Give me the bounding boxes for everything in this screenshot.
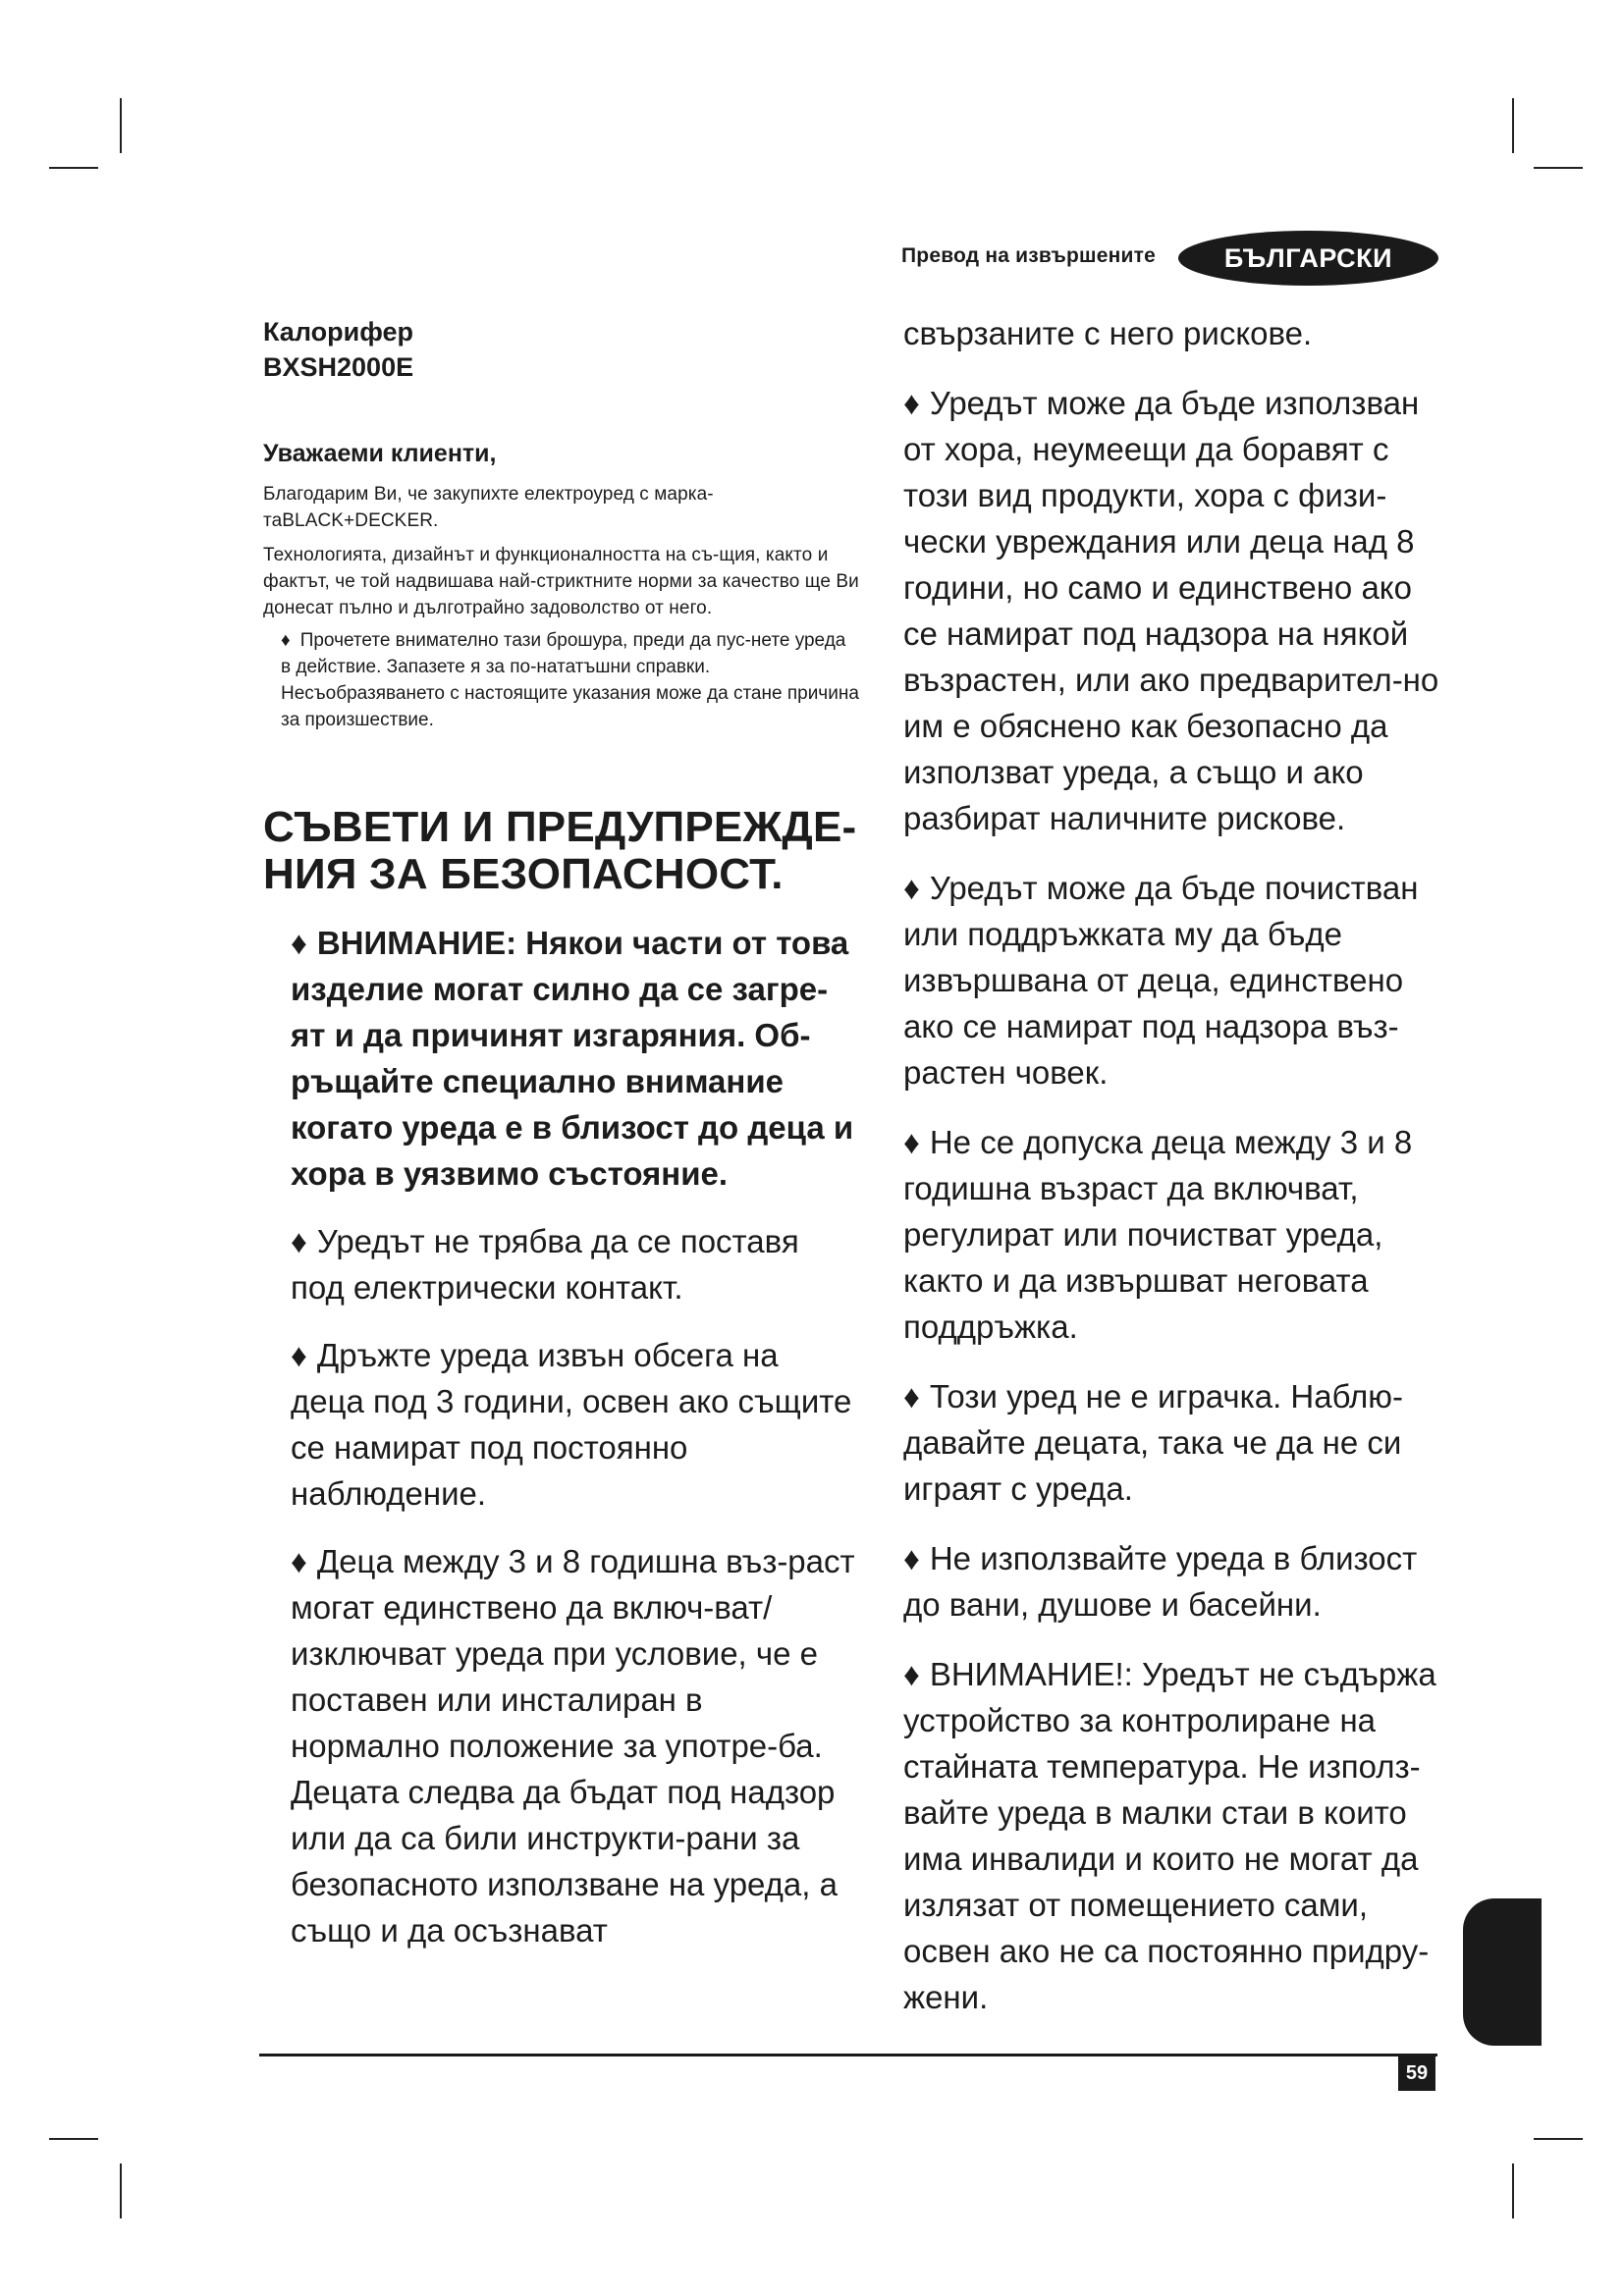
intro-paragraph: Технологията, дизайнът и функционалността на съ-щия, както и фактът, че той надвишава най-стриктните норми за качество ще Ви донесат пълно и дълготрайно задоволство от него. bbox=[263, 545, 859, 618]
diamond-bullet-icon: ♦ bbox=[281, 630, 291, 651]
crop-mark bbox=[1534, 2138, 1583, 2140]
greeting: Уважаеми клиенти, bbox=[263, 440, 497, 467]
list-item-text: Уредът не трябва да се поставя под електрически контакт. bbox=[291, 1223, 799, 1306]
product-name: Калорифер bbox=[263, 317, 413, 347]
diamond-bullet-icon: ♦ bbox=[903, 385, 920, 421]
left-column bbox=[263, 314, 860, 1975]
list-item-text: Не използвайте уреда в близост до вани, душове и басейни. bbox=[903, 1540, 1418, 1623]
intro-bullet-text: Прочетете внимателно тази брошура, преди да пус-нете уреда в действие. Запазете я за по-нататъшни справки. Несъобразяването с настоящите указания може да стане причина за произшествие. bbox=[281, 630, 859, 730]
diamond-bullet-icon: ♦ bbox=[903, 1540, 920, 1576]
footer-rule bbox=[259, 2054, 1437, 2056]
continued-text: свързаните с него рискове. bbox=[903, 315, 1313, 351]
list-item bbox=[903, 865, 1453, 1095]
list-item bbox=[291, 1332, 860, 1517]
diamond-bullet-icon: ♦ bbox=[903, 1656, 920, 1692]
list-item bbox=[903, 380, 1453, 841]
list-item-text: Този уред не е играчка. Наблю-давайте децата, така че да не си играят с уреда. bbox=[903, 1378, 1404, 1507]
crop-mark bbox=[49, 167, 98, 169]
list-item bbox=[291, 1218, 860, 1310]
list-item bbox=[291, 1538, 860, 1953]
list-item-text: ВНИМАНИЕ: Някои части от това изделие могат силно да се загре-ят и да причинят изгаряния. Об-ръщайте специално внимание когато уреда е в близост до деца и хора в уязвимо състояние. bbox=[291, 925, 854, 1192]
list-item bbox=[903, 1373, 1453, 1512]
diamond-bullet-icon: ♦ bbox=[291, 1543, 307, 1579]
product-model: BXSH2000E bbox=[263, 352, 414, 382]
safety-list-left bbox=[263, 920, 860, 1953]
intro-bullet bbox=[263, 627, 860, 733]
crop-mark bbox=[1512, 98, 1514, 153]
list-item-text: Дръжте уреда извън обсега на деца под 3 години, освен ако същите се намират под постоянно наблюдение. bbox=[291, 1337, 852, 1512]
right-column bbox=[903, 310, 1453, 2044]
diamond-bullet-icon: ♦ bbox=[291, 925, 307, 961]
list-item-text: ВНИМАНИЕ!: Уредът не съдържа устройство за контролиране на стайната температура. Не използ-вайте уреда в малки стаи в които има инвалиди и които не могат да излязат от помещението сами, освен ако не са постоянно придру-жени. bbox=[903, 1656, 1436, 2015]
page-number: 59 bbox=[1398, 2056, 1435, 2091]
list-item-text: Не се допуска деца между 3 и 8 годишна възраст да включват, регулират или почистват уреда, както и да извършват неговата поддръжка. bbox=[903, 1124, 1413, 1345]
diamond-bullet-icon: ♦ bbox=[903, 870, 920, 906]
list-item bbox=[291, 920, 860, 1197]
language-badge: БЪЛГАРСКИ bbox=[1178, 231, 1438, 286]
side-thumb-tab bbox=[1463, 1898, 1542, 2046]
list-item-text: Деца между 3 и 8 годишна въз-раст могат единствено да включ-ват/изключват уреда при условие, че е поставен или инсталиран в нормално положение за употре-ба. Децата следва да бъдат под надзор или да са били инструкти-рани за безопасното използване на уреда, а също и да осъзнават bbox=[291, 1543, 855, 1949]
list-item bbox=[903, 1119, 1453, 1350]
crop-mark bbox=[1512, 2163, 1514, 2218]
crop-mark bbox=[1534, 167, 1583, 169]
header-note: Превод на извършените bbox=[901, 244, 1156, 267]
list-item-text: Уредът може да бъде почистван или поддръжката му да бъде извършвана от деца, единствено ако се намират под надзора въз-растен човек. bbox=[903, 870, 1419, 1091]
diamond-bullet-icon: ♦ bbox=[903, 1124, 920, 1160]
crop-mark bbox=[120, 2163, 122, 2218]
list-item bbox=[903, 1535, 1453, 1628]
crop-mark bbox=[120, 98, 122, 153]
crop-mark bbox=[49, 2138, 98, 2140]
diamond-bullet-icon: ♦ bbox=[291, 1337, 307, 1373]
diamond-bullet-icon: ♦ bbox=[291, 1223, 307, 1259]
intro-paragraph: Благодарим Ви, че закупихте електроуред с марка-таBLACK+DECKER. bbox=[263, 484, 714, 531]
section-title: СЪВЕТИ И ПРЕДУПРЕЖДЕ-НИЯ ЗА БЕЗОПАСНОСТ. bbox=[263, 803, 857, 898]
diamond-bullet-icon: ♦ bbox=[903, 1378, 920, 1415]
list-item-text: Уредът може да бъде използван от хора, неумеещи да боравят с този вид продукти, хора с физи-чески увреждания или деца над 8 години, но само и единствено ако се намират под надзора на някой възрастен, или ако предварител-но им е обяснено как безопасно да използват уреда, а също и ако разбират наличните рискове. bbox=[903, 385, 1439, 836]
list-item bbox=[903, 1651, 1453, 2020]
